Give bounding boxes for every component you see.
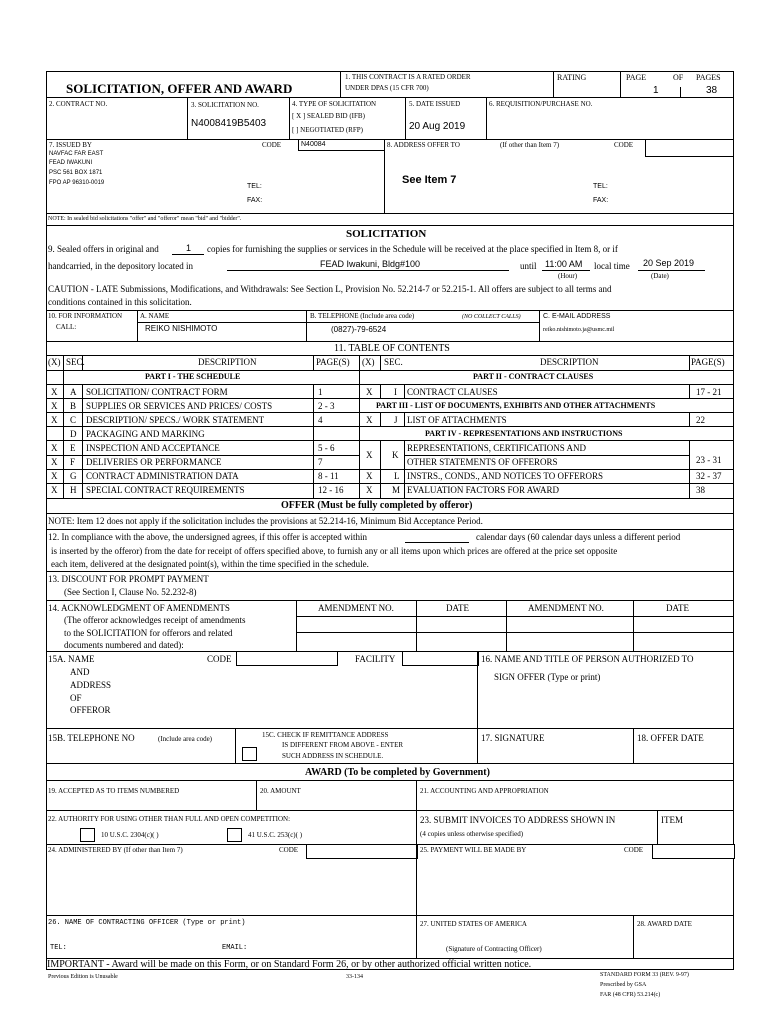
rated-order-label: 1. THIS CONTRACT IS A RATED ORDER xyxy=(345,73,471,81)
toc-col-desc: DESCRIPTION xyxy=(198,357,257,367)
toc-sec: M xyxy=(392,485,401,495)
toc-col-pages: PAGE(S) xyxy=(316,357,350,367)
item21-label: 21. ACCOUNTING AND APPROPRIATION xyxy=(420,787,549,795)
toc-desc: CONTRACT ADMINISTRATION DATA xyxy=(86,471,239,481)
toc-col-desc: DESCRIPTION xyxy=(540,357,599,367)
page-value: 1 xyxy=(653,85,659,96)
toc-sec: H xyxy=(70,485,77,495)
requisition-label: 6. REQUISITION/PURCHASE NO. xyxy=(489,100,593,108)
award-heading: AWARD (To be completed by Government) xyxy=(305,767,490,778)
item25-label: 25. PAYMENT WILL BE MADE BY xyxy=(420,846,527,854)
offeror-code-label: CODE xyxy=(207,654,232,664)
toc-pages: 23 - 31 xyxy=(696,455,722,465)
item12-text: each item, delivered at the designated point(s), within the time specified in the schedule. xyxy=(51,559,369,569)
date-issued-label: 5. DATE ISSUED xyxy=(409,100,461,108)
item15c-text: IS DIFFERENT FROM ABOVE - ENTER xyxy=(282,741,404,749)
code-25-field[interactable] xyxy=(652,844,735,859)
issuer-line: FEAD IWAKUNI xyxy=(49,160,93,166)
important-notice: IMPORTANT - Award will be made on this Form, or on Standard Form 26, or by other authorized official written notice. xyxy=(47,959,532,970)
toc-x-mark[interactable]: X xyxy=(366,450,373,460)
far-reference: FAR (48 CFR) 53.214(c) xyxy=(600,992,661,998)
toc-sec: A xyxy=(70,387,77,397)
toc-x-mark[interactable]: X xyxy=(51,415,58,425)
amendment-no-col-2: AMENDMENT NO. xyxy=(528,603,604,613)
item27-label: 27. UNITED STATES OF AMERICA xyxy=(420,920,527,928)
usc-253-label: 41 U.S.C. 253(c)( ) xyxy=(248,831,303,839)
type-of-solicitation-label: 4. TYPE OF SOLICITATION xyxy=(292,100,377,108)
toc-desc: INSTRS., CONDS., AND NOTICES TO OFFERORS xyxy=(407,471,603,481)
issuer-line: PSC 561 BOX 1871 xyxy=(49,170,103,176)
toc-part-3: PART III - LIST OF DOCUMENTS, EXHIBITS AND OTHER ATTACHMENTS xyxy=(376,401,656,410)
facility-field[interactable] xyxy=(402,651,479,666)
item22-label: 22. AUTHORITY FOR USING OTHER THAN FULL AND OPEN COMPETITION: xyxy=(48,815,291,823)
code-24-label: CODE xyxy=(279,846,299,854)
negotiated-checkbox[interactable]: [ ] NEGOTIATED (RFP) xyxy=(292,126,363,134)
item12-text: calendar days (60 calendar days unless a different period xyxy=(476,532,681,542)
usc-2304-checkbox[interactable] xyxy=(80,828,95,842)
item13-sub: (See Section I, Clause No. 52.232-8) xyxy=(64,587,197,597)
usc-2304-label: 10 U.S.C. 2304(c)( ) xyxy=(101,831,159,839)
until-label: until xyxy=(520,261,537,271)
item14-label: 14. ACKNOWLEDGMENT OF AMENDMENTS xyxy=(48,603,230,613)
item28-label: 28. AWARD DATE xyxy=(637,920,692,928)
toc-desc: PACKAGING AND MARKING xyxy=(86,429,205,439)
item18-label: 18. OFFER DATE xyxy=(637,733,704,743)
item15a-text: AND xyxy=(70,667,90,677)
toc-x-mark[interactable]: X xyxy=(51,443,58,453)
facility-label: FACILITY xyxy=(355,654,396,664)
toc-pages: 5 - 6 xyxy=(318,443,335,453)
item12-text: 12. In compliance with the above, the undersigned agrees, if this offer is accepted within xyxy=(48,532,367,542)
due-time[interactable]: 11:00 AM xyxy=(545,259,583,269)
amendment-date-col-2: DATE xyxy=(666,603,689,613)
item13-label: 13. DISCOUNT FOR PROMPT PAYMENT xyxy=(48,574,209,584)
toc-desc: SUPPLIES OR SERVICES AND PRICES/ COSTS xyxy=(86,401,273,411)
item15c-text: SUCH ADDRESS IN SCHEDULE. xyxy=(282,752,384,760)
item23-label: 23. SUBMIT INVOICES TO ADDRESS SHOWN IN xyxy=(420,815,616,825)
item15b-label: 15B. TELEPHONE NO xyxy=(48,733,135,743)
item20-label: 20. AMOUNT xyxy=(260,787,301,795)
email-label: C. E-MAIL ADDRESS xyxy=(543,313,611,320)
toc-pages: 12 - 16 xyxy=(318,485,344,495)
code-24-field[interactable] xyxy=(306,844,418,859)
due-date[interactable]: 20 Sep 2019 xyxy=(643,258,695,268)
tel-label-2: TEL: xyxy=(593,183,608,190)
toc-desc: DELIVERIES OR PERFORMANCE xyxy=(86,457,222,467)
toc-pages: 2 - 3 xyxy=(318,401,335,411)
toc-x-mark[interactable]: X xyxy=(366,471,373,481)
info-label: 10. FOR INFORMATION xyxy=(48,312,123,320)
item15c-label: 15C. CHECK IF REMITTANCE ADDRESS xyxy=(262,731,389,739)
toc-part-2: PART II - CONTRACT CLAUSES xyxy=(473,372,594,381)
toc-col-sec: SEC. xyxy=(384,357,403,367)
include-area-code: (Include area code) xyxy=(158,735,213,743)
solicitation-heading: SOLICITATION xyxy=(346,228,427,240)
usc-253-checkbox[interactable] xyxy=(227,828,242,842)
pages-value: 38 xyxy=(706,85,718,96)
of-label: OF xyxy=(673,73,684,82)
toc-pages: 1 xyxy=(318,387,323,397)
toc-desc: CONTRACT CLAUSES xyxy=(407,387,498,397)
toc-heading: 11. TABLE OF CONTENTS xyxy=(334,343,450,354)
date-issued-value[interactable]: 20 Aug 2019 xyxy=(409,121,466,132)
issuer-line: FPO AP 96310-0019 xyxy=(49,180,105,186)
code-25-label: CODE xyxy=(624,846,644,854)
toc-pages: 32 - 37 xyxy=(696,471,722,481)
toc-sec: J xyxy=(394,415,398,425)
amendment-no-col: AMENDMENT NO. xyxy=(318,603,394,613)
toc-desc: EVALUATION FACTORS FOR AWARD xyxy=(407,485,560,495)
toc-desc: OTHER STATEMENTS OF OFFERORS xyxy=(407,457,558,467)
offer-heading: OFFER (Must be fully completed by offeror) xyxy=(281,500,473,511)
officer-tel-label: TEL: xyxy=(50,944,67,952)
hour-label: (Hour) xyxy=(558,272,578,280)
caution-text: conditions contained in this solicitation. xyxy=(48,297,192,307)
item23-sub: (4 copies unless otherwise specified) xyxy=(420,830,524,838)
issued-by-label: 7. ISSUED BY xyxy=(49,141,92,149)
toc-pages: 4 xyxy=(318,415,323,425)
item15a-text: OFFEROR xyxy=(70,705,111,715)
previous-edition: Previous Edition is Unusable xyxy=(48,974,118,980)
telephone-value[interactable]: (0827)-79-6524 xyxy=(331,325,387,334)
see-item-7: See Item 7 xyxy=(402,174,457,186)
offeror-code-field[interactable] xyxy=(236,651,338,666)
toc-x-mark[interactable]: X xyxy=(51,457,58,467)
dpas-label: UNDER DPAS (15 CFR 700) xyxy=(345,84,429,92)
toc-desc: LIST OF ATTACHMENTS xyxy=(407,415,507,425)
toc-part-4: PART IV - REPRESENTATIONS AND INSTRUCTIONS xyxy=(425,429,623,438)
email-value[interactable]: reiko.nishimoto.ja@usmc.mil xyxy=(543,327,615,333)
item15a-label: 15A. NAME xyxy=(48,654,95,664)
other-than-item7: (If other than Item 7) xyxy=(500,141,560,149)
toc-pages: 22 xyxy=(696,415,705,425)
toc-pages: 7 xyxy=(318,457,323,467)
item15a-text: ADDRESS xyxy=(70,680,112,690)
no-collect-label: (NO COLLECT CALLS) xyxy=(462,314,521,320)
toc-desc: SPECIAL CONTRACT REQUIREMENTS xyxy=(86,485,245,495)
toc-col-x: (X) xyxy=(48,357,61,367)
item19-label: 19. ACCEPTED AS TO ITEMS NUMBERED xyxy=(48,787,180,795)
local-time-label: local time xyxy=(594,261,630,271)
address-offer-label: 8. ADDRESS OFFER TO xyxy=(387,141,460,149)
rating-label: RATING xyxy=(557,73,587,82)
toc-sec: L xyxy=(394,471,400,481)
caution-text: CAUTION - LATE Submissions, Modifications, and Withdrawals: See Section L, Provision No. 52.214-7 or 52.215-1. All offers are subject to all terms and xyxy=(48,284,612,294)
depository-location[interactable]: FEAD Iwakuni, Bldg#100 xyxy=(320,259,421,269)
note-item12: NOTE: Item 12 does not apply if the solicitation includes the provisions at 52.214-16, Minimum Bid Acceptance Period. xyxy=(48,516,483,526)
toc-sec: F xyxy=(70,457,76,467)
issuer-line: NAVFAC FAR EAST xyxy=(49,151,104,157)
contract-no-label: 2. CONTRACT NO. xyxy=(49,100,108,108)
item14-text: to the SOLICITATION for offerors and related xyxy=(64,628,233,638)
toc-x-mark[interactable]: X xyxy=(51,471,58,481)
toc-sec: C xyxy=(70,415,77,425)
toc-sec: E xyxy=(70,443,76,453)
item14-text: documents numbered and dated): xyxy=(64,640,184,650)
page-label: PAGE xyxy=(626,73,647,82)
telephone-label: B. TELEPHONE (Include area code) xyxy=(310,312,415,320)
prescribed-by: Prescribed by GSA xyxy=(600,982,647,988)
form-title: SOLICITATION, OFFER AND AWARD xyxy=(66,81,293,96)
fax-label-2: FAX: xyxy=(593,197,609,204)
item9-text: 9. Sealed offers in original and xyxy=(48,244,159,254)
toc-x-mark[interactable]: X xyxy=(51,485,58,495)
date-label: (Date) xyxy=(651,272,669,280)
contact-name[interactable]: REIKO NISHIMOTO xyxy=(145,324,218,333)
toc-desc: SOLICITATION/ CONTRACT FORM xyxy=(86,387,228,397)
fax-label: FAX: xyxy=(247,197,263,204)
amendment-date-col: DATE xyxy=(446,603,469,613)
item-label: ITEM xyxy=(661,815,683,825)
toc-sec: I xyxy=(394,387,397,397)
toc-col-pages: PAGE(S) xyxy=(691,357,725,367)
name-label: A. NAME xyxy=(140,312,170,320)
item12-text: is inserted by the offeror) from the date for receipt of offers specified above, to furnish any or all items upon which prices are offered at the price set opposite xyxy=(51,546,618,556)
officer-email-label: EMAIL: xyxy=(222,944,248,952)
standard-form-label: STANDARD FORM 33 (REV. 9-97) xyxy=(600,972,689,978)
toc-pages: 8 - 11 xyxy=(318,471,339,481)
note-sealed-bid: NOTE: In sealed bid solicitations "offer" and "offeror" mean "bid" and "bidder". xyxy=(48,216,242,222)
code-value[interactable]: N40084 xyxy=(301,141,326,148)
call-label: CALL: xyxy=(56,323,77,331)
toc-sec: D xyxy=(70,429,77,439)
item24-label: 24. ADMINISTERED BY (If other than Item 7) xyxy=(48,846,183,854)
toc-x-mark[interactable]: X xyxy=(366,387,373,397)
toc-pages: 38 xyxy=(696,485,705,495)
item26-label: 26. NAME OF CONTRACTING OFFICER (Type or print) xyxy=(48,919,246,927)
item14-text: (The offeror acknowledges receipt of amendments xyxy=(64,615,246,625)
code-label-2: CODE xyxy=(614,141,634,149)
toc-x-mark[interactable]: X xyxy=(366,415,373,425)
tel-label: TEL: xyxy=(247,183,262,190)
sealed-bid-checkbox[interactable]: [ X ] SEALED BID (IFB) xyxy=(292,112,365,120)
toc-sec: B xyxy=(70,401,77,411)
form-number: 33-134 xyxy=(346,974,363,980)
remittance-checkbox[interactable] xyxy=(242,747,257,761)
item15a-text: OF xyxy=(70,693,82,703)
solicitation-no-label: 3. SOLICITATION NO. xyxy=(191,101,259,109)
toc-col-sec: SEC. xyxy=(66,357,85,367)
item27-sub: (Signature of Contracting Officer) xyxy=(446,945,542,953)
toc-col-x: (X) xyxy=(362,357,375,367)
toc-sec: K xyxy=(392,450,399,460)
toc-x-mark[interactable]: X xyxy=(51,387,58,397)
toc-sec: G xyxy=(70,471,77,481)
item9-text: handcarried, in the depository located in xyxy=(48,261,193,271)
toc-part-1: PART I - THE SCHEDULE xyxy=(145,372,241,381)
toc-desc: INSPECTION AND ACCEPTANCE xyxy=(86,443,220,453)
toc-x-mark[interactable]: X xyxy=(366,485,373,495)
toc-pages: 17 - 21 xyxy=(696,387,722,397)
toc-desc: REPRESENTATIONS, CERTIFICATIONS AND xyxy=(407,443,587,453)
item16-sub: SIGN OFFER (Type or print) xyxy=(494,672,601,682)
pages-label: PAGES xyxy=(696,73,721,82)
solicitation-no-value[interactable]: N4008419B5403 xyxy=(191,118,267,129)
toc-x-mark[interactable]: X xyxy=(51,401,58,411)
copies-value[interactable]: 1 xyxy=(186,243,192,253)
toc-desc: DESCRIPTION/ SPECS./ WORK STATEMENT xyxy=(86,415,265,425)
code-label: CODE xyxy=(262,141,282,149)
item9-text: copies for furnishing the supplies or services in the Schedule will be received at the place specified in Item 8, or if xyxy=(207,244,618,254)
item16-label: 16. NAME AND TITLE OF PERSON AUTHORIZED TO xyxy=(481,654,694,664)
item17-label: 17. SIGNATURE xyxy=(481,733,545,743)
